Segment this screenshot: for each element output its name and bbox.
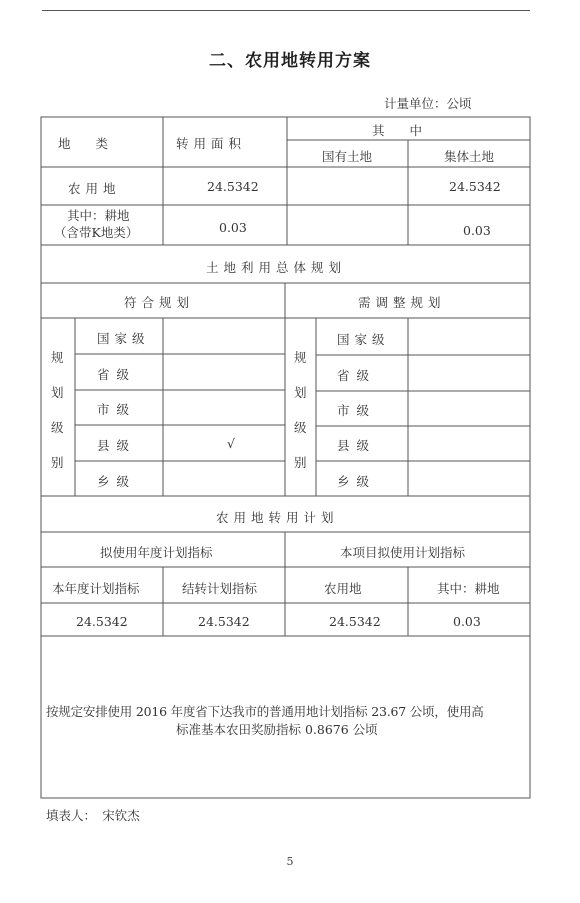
page-number: 5 <box>286 855 294 868</box>
level-label-char-1: 规 <box>51 350 64 365</box>
row-cultivated-label-2: （含带K地类） <box>54 225 139 240</box>
row-farmland-label: 农用地 <box>68 181 121 196</box>
conform-level-province: 省级 <box>97 367 137 382</box>
conversion-carryover-value: 24.5342 <box>198 614 250 629</box>
conform-level-county: 县级 <box>97 438 137 453</box>
section-title: 二、农用地转用方案 <box>209 51 371 71</box>
level-label-right-char-4: 别 <box>294 455 307 470</box>
level-label-char-2: 划 <box>51 385 64 400</box>
conversion-title: 农用地转用计划 <box>216 510 339 525</box>
header-collective-land: 集体土地 <box>444 149 495 164</box>
conversion-intended-year: 拟使用年度计划指标 <box>100 545 213 560</box>
plan-adjust: 需调整规划 <box>358 295 446 310</box>
row-cultivated-label-1: 其中：耕地 <box>67 208 130 223</box>
level-label-char-4: 别 <box>51 455 64 470</box>
note-line-2: 标准基本农田奖励指标 0.8676 公顷 <box>176 722 378 737</box>
adjust-level-province: 省级 <box>337 368 377 383</box>
conversion-carryover: 结转计划指标 <box>182 581 258 596</box>
adjust-level-township: 乡级 <box>337 474 377 489</box>
header-area: 转用面积 <box>176 136 247 151</box>
conform-level-national: 国家级 <box>97 331 150 346</box>
unit-label: 计量单位：公顷 <box>384 96 472 111</box>
conversion-farmland-value: 24.5342 <box>329 614 381 629</box>
adjust-level-city: 市级 <box>337 403 377 418</box>
level-label-char-3: 级 <box>51 420 64 435</box>
row-farmland-collective: 24.5342 <box>449 179 501 194</box>
level-label-right-char-1: 规 <box>294 350 307 365</box>
plan-title: 土地利用总体规划 <box>206 260 347 275</box>
row-cultivated-area: 0.03 <box>219 220 247 235</box>
level-label-right-char-2: 划 <box>294 385 307 400</box>
header-state-land: 国有土地 <box>322 149 373 164</box>
conversion-cultivated-value: 0.03 <box>453 614 481 629</box>
header-category: 地 类 <box>58 136 109 151</box>
adjust-level-county: 县级 <box>337 438 377 453</box>
county-conform-check-mark: √ <box>227 436 235 451</box>
conversion-project-intended: 本项目拟使用计划指标 <box>340 545 466 560</box>
conform-level-city: 市级 <box>97 402 137 417</box>
conversion-this-year: 本年度计划指标 <box>52 581 140 596</box>
level-label-right-char-3: 级 <box>294 420 307 435</box>
row-farmland-area: 24.5342 <box>207 179 259 194</box>
plan-conform: 符合规划 <box>124 295 195 310</box>
conversion-cultivated: 其中：耕地 <box>437 581 500 596</box>
conversion-this-year-value: 24.5342 <box>76 614 128 629</box>
note-line-1: 按规定安排使用 2016 年度省下达我市的普通用地计划指标 23.67 公顷，使用高 <box>46 704 484 719</box>
row-cultivated-collective: 0.03 <box>463 223 491 238</box>
conversion-farmland: 农用地 <box>324 581 362 596</box>
conform-level-township: 乡级 <box>97 474 137 489</box>
adjust-level-national: 国家级 <box>337 332 390 347</box>
filler-name: 填表人： 宋钦杰 <box>46 808 140 823</box>
header-among: 其 中 <box>372 123 423 138</box>
